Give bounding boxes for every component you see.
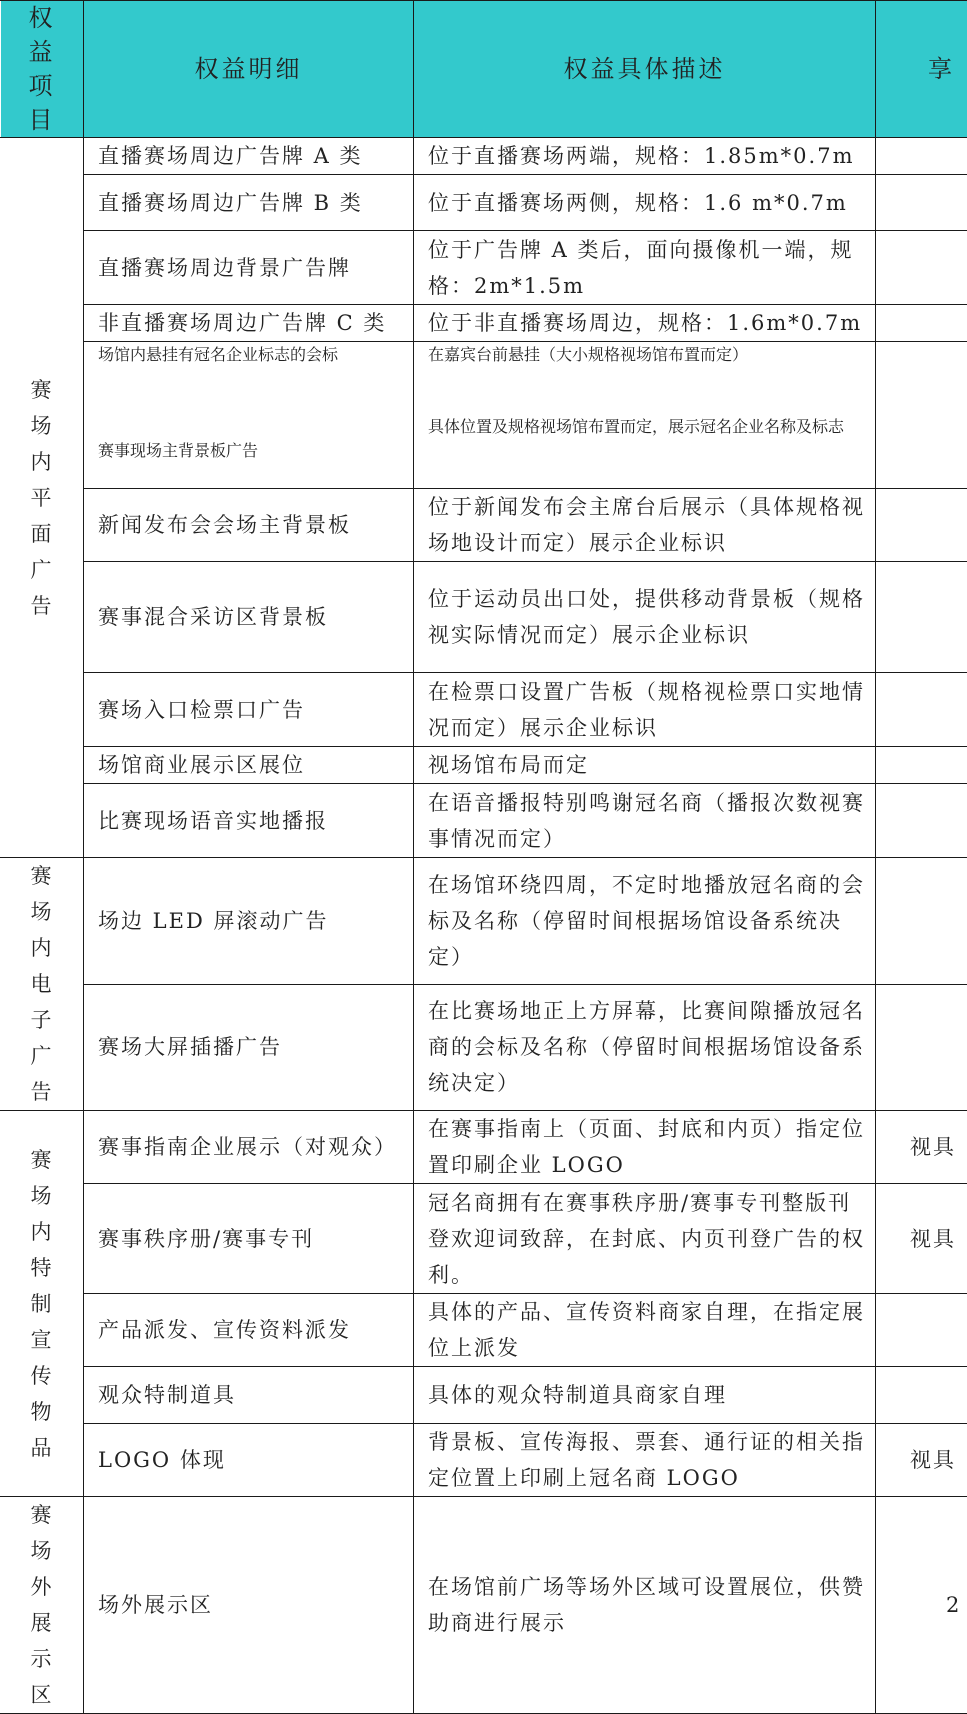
- item-cell: 赛事秩序册/赛事专刊: [84, 1184, 414, 1294]
- desc-cell: [414, 342, 876, 489]
- desc-cell: 视场馆布局而定: [414, 747, 876, 784]
- extra-cell: [876, 784, 967, 858]
- item-cell: [84, 342, 414, 489]
- item-cell: 观众特制道具: [84, 1367, 414, 1424]
- item-cell: 直播赛场周边背景广告牌: [84, 231, 414, 305]
- table-row: [1, 175, 967, 231]
- desc-cell: 具体的产品、宣传资料商家自理，在指定展位上派发: [414, 1294, 876, 1367]
- extra-cell: [876, 489, 967, 562]
- category-cell: 赛场内特制宣传物品: [1, 1111, 84, 1497]
- header-category: 权益项目: [1, 1, 84, 138]
- item-cell: 场外展示区: [84, 1497, 414, 1714]
- table-row: [1, 1424, 967, 1497]
- table-row: [1, 1367, 967, 1424]
- extra-cell: [876, 175, 967, 231]
- desc-cell: 在检票口设置广告板（规格视检票口实地情况而定）展示企业标识: [414, 673, 876, 747]
- extra-cell: [876, 984, 967, 1111]
- table-row: [1, 1497, 967, 1714]
- extra-cell: [876, 1367, 967, 1424]
- item-part: 场馆内悬挂有冠名企业标志的会标: [84, 342, 413, 414]
- item-cell: 场边 LED 屏滚动广告: [84, 858, 414, 985]
- table-row: [1, 673, 967, 747]
- extra-cell: [876, 673, 967, 747]
- extra-cell: [876, 1294, 967, 1367]
- item-cell: 赛场入口检票口广告: [84, 673, 414, 747]
- item-cell: 赛事混合采访区背景板: [84, 562, 414, 673]
- desc-cell: 具体的观众特制道具商家自理: [414, 1367, 876, 1424]
- desc-cell: 位于直播赛场两侧，规格：1.6 m*0.7m: [414, 175, 876, 231]
- desc-cell: 位于广告牌 A 类后，面向摄像机一端，规格：2m*1.5m: [414, 231, 876, 305]
- extra-cell: 视具: [876, 1111, 967, 1184]
- desc-cell: 冠名商拥有在赛事秩序册/赛事专刊整版刊登欢迎词致辞，在封底、内页刊登广告的权利。: [414, 1184, 876, 1294]
- extra-cell: [876, 305, 967, 342]
- extra-cell: [876, 138, 967, 175]
- desc-part: 在嘉宾台前悬挂（大小规格视场馆布置而定）: [414, 342, 875, 414]
- table-row: [1, 562, 967, 673]
- table-row: [1, 984, 967, 1111]
- desc-cell: 在场馆前广场等场外区域可设置展位，供赞助商进行展示: [414, 1497, 876, 1714]
- desc-cell: 在场馆环绕四周，不定时地播放冠名商的会标及名称（停留时间根据场馆设备系统决定）: [414, 858, 876, 985]
- extra-cell: [876, 231, 967, 305]
- extra-cell: 视具: [876, 1424, 967, 1497]
- table-row: [1, 305, 967, 342]
- item-cell: 新闻发布会会场主背景板: [84, 489, 414, 562]
- table-row: [1, 1294, 967, 1367]
- table-row: [1, 1184, 967, 1294]
- category-cell: 赛场内平面广告: [1, 138, 84, 858]
- extra-cell: 视具: [876, 1184, 967, 1294]
- table-row: [1, 138, 967, 175]
- extra-cell: [876, 858, 967, 985]
- header-row: [1, 1, 967, 138]
- extra-cell: 2: [876, 1497, 967, 1714]
- item-cell: 产品派发、宣传资料派发: [84, 1294, 414, 1367]
- item-cell: 直播赛场周边广告牌 A 类: [84, 138, 414, 175]
- desc-cell: 在比赛场地正上方屏幕，比赛间隙播放冠名商的会标及名称（停留时间根据场馆设备系统决定）: [414, 984, 876, 1111]
- header-extra: 享: [876, 1, 967, 138]
- header-item: 权益明细: [84, 1, 414, 138]
- category-cell: 赛场外展示区: [1, 1497, 84, 1714]
- desc-part: 具体位置及规格视场馆布置而定，展示冠名企业名称及标志: [414, 414, 875, 488]
- item-cell: 比赛现场语音实地播报: [84, 784, 414, 858]
- desc-cell: 位于运动员出口处，提供移动背景板（规格视实际情况而定）展示企业标识: [414, 562, 876, 673]
- table-row: [1, 858, 967, 985]
- desc-cell: 位于新闻发布会主席台后展示（具体规格视场地设计而定）展示企业标识: [414, 489, 876, 562]
- item-cell: 赛事指南企业展示（对观众）: [84, 1111, 414, 1184]
- item-cell: LOGO 体现: [84, 1424, 414, 1497]
- table-row: [1, 342, 967, 489]
- table-row: [1, 747, 967, 784]
- item-cell: 场馆商业展示区展位: [84, 747, 414, 784]
- header-desc: 权益具体描述: [414, 1, 876, 138]
- desc-cell: 在语音播报特别鸣谢冠名商（播报次数视赛事情况而定）: [414, 784, 876, 858]
- desc-cell: 位于非直播赛场周边，规格：1.6m*0.7m: [414, 305, 876, 342]
- item-part: 赛事现场主背景板广告: [84, 414, 413, 488]
- extra-cell: [876, 747, 967, 784]
- table-row: [1, 784, 967, 858]
- desc-cell: 背景板、宣传海报、票套、通行证的相关指定位置上印刷上冠名商 LOGO: [414, 1424, 876, 1497]
- item-cell: 非直播赛场周边广告牌 C 类: [84, 305, 414, 342]
- category-cell: 赛场内电子广告: [1, 858, 84, 1111]
- desc-cell: 位于直播赛场两端，规格：1.85m*0.7m: [414, 138, 876, 175]
- desc-cell: 在赛事指南上（页面、封底和内页）指定位置印刷企业 LOGO: [414, 1111, 876, 1184]
- table-row: [1, 489, 967, 562]
- extra-cell: [876, 562, 967, 673]
- item-cell: 赛场大屏插播广告: [84, 984, 414, 1111]
- extra-cell: [876, 342, 967, 489]
- table-row: [1, 231, 967, 305]
- table-row: [1, 1111, 967, 1184]
- item-cell: 直播赛场周边广告牌 B 类: [84, 175, 414, 231]
